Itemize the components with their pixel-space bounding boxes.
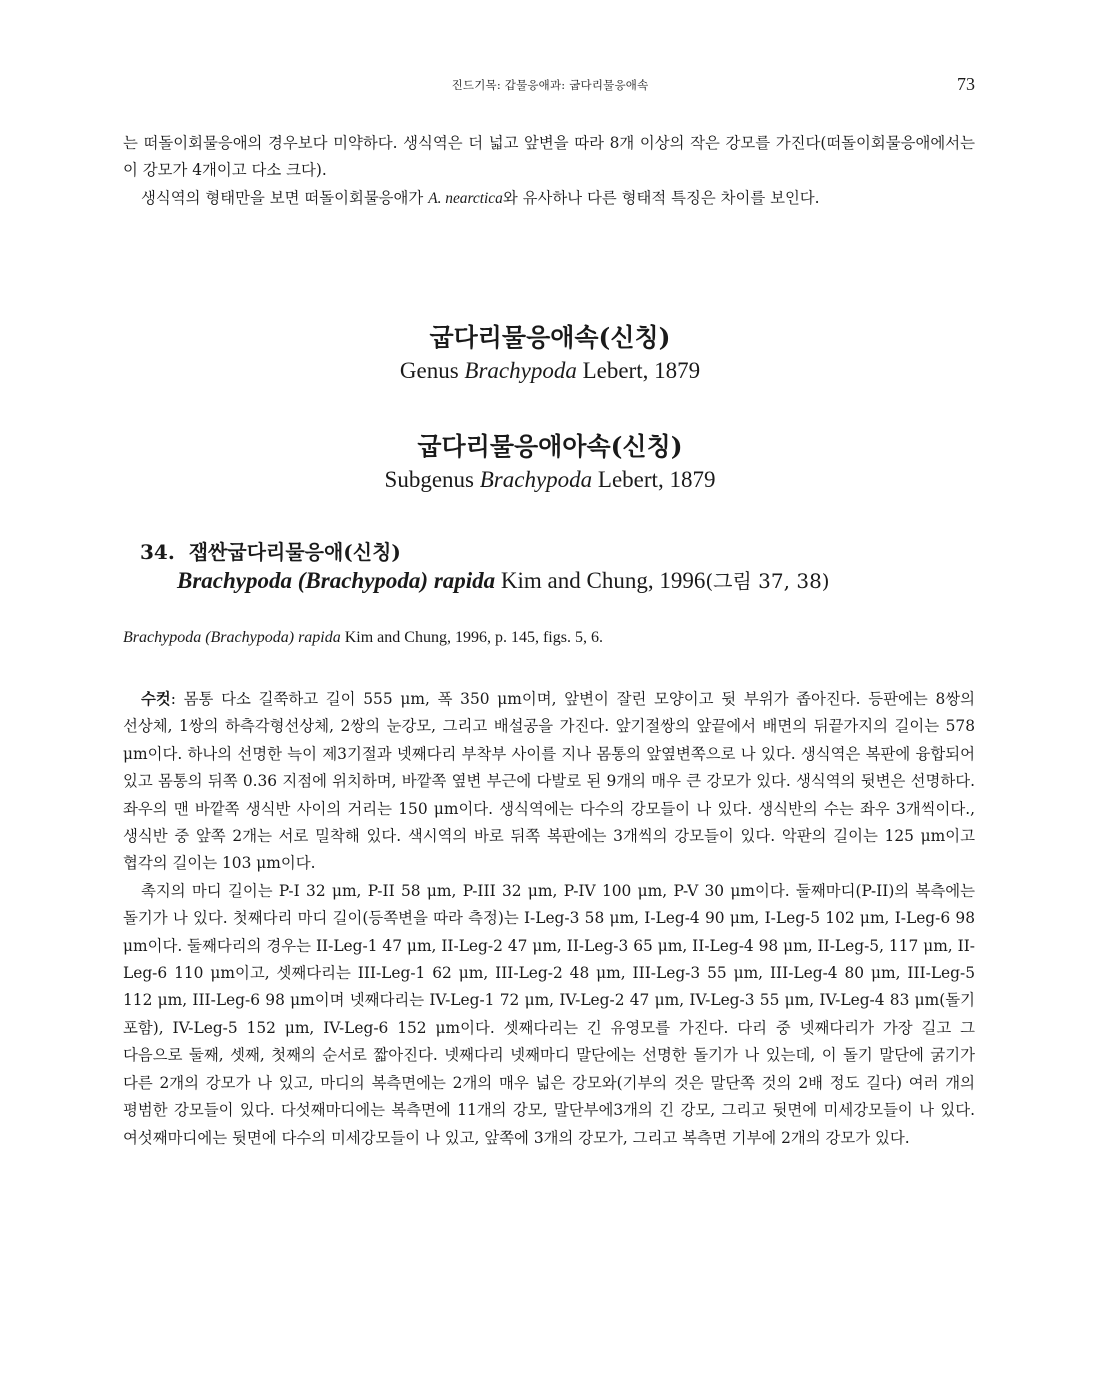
genus-name: Brachypoda [464,358,577,383]
species-reference: A. nearctica [428,189,503,207]
description-palp-legs: 촉지의 마디 길이는 P-I 32 μm, P-II 58 μm, P-III 32 μm, P-IV 100 μm, P-V 30 μm이다. 둘째마디(P-II)의 복측에는 돌기가 나 있다. 첫째다리 마디 길이(등쪽변을 따라 측정)는 I-Leg-3 58 μm, I-Leg-4 90 μm, I-Leg-5 102 μm, I-Leg-6 98 μm이다. 둘째다리의 경우는 II-Leg-1 47 μm, II-Leg-2 47 μm, II-Leg-3 65 μm, II-Leg-4 98 μm, II-Leg-5, 117 μm, II-Leg-6 110 μm이고, 셋째다리는 III-Leg-1 62 μm, III-Leg-2 48 μm, III-Leg-3 55 μm, III-Leg-4 80 μm, III-Leg-5 112 μm, III-Leg-6 98 μm이며 넷째다리는 IV-Leg-1 72 μm, IV-Leg-2 47 μm, IV-Leg-3 55 μm, IV-Leg-4 83 μm(돌기 포함), IV-Leg-5 152 μm, IV-Leg-6 152 μm이다. 셋째다리는 긴 유영모를 가진다. 다리 중 넷째다리가 가장 길고 그 다음으로 둘째, 셋째, 첫째의 순서로 짧아진다. 넷째다리 넷째마디 말단에는 선명한 돌기가 나 있는데, 이 돌기 말단에 굵기가 다른 2개의 강모가 나 있고, 마디의 복측면에는 2개의 매우 넓은 강모와(기부의 것은 말단쪽 것의 2배 정도 길다) 여러 개의 평범한 강모들이 있다. 다섯째마디에는 복측면에 11개의 강모, 말단부에3개의 긴 강모, 그리고 뒷면에 미세강모들이 나 있다. 여섯째마디에는 뒷면에 다수의 미세강모들이 나 있고, 앞쪽에 3개의 강모가, 그리고 복측면 기부에 2개의 강모가 있다. [123,881,975,1147]
intro-p2-end: 와 유사하나 다른 형태적 특징은 차이를 보인다. [502,188,820,207]
species-scientific-name [177,565,830,594]
species-subgenus: (Brachypoda) [297,568,429,593]
page-number: 73 [957,74,975,94]
intro-paragraph-2 [123,185,975,212]
subgenus-heading-korean: 굽다리물응애아속(신칭) [417,432,683,461]
intro-p2-start: 생식역의 형태만을 보면 떠돌이회물응애가 [141,188,429,207]
species-heading [140,536,401,565]
syn-citation: Kim and Chung, 1996, p. 145, figs. 5, 6. [340,629,603,646]
running-head: 진드기목: 갑물응애과: 굽다리물응애속 [451,78,649,92]
intro-text [123,130,975,212]
genus-author: Lebert, 1879 [576,358,701,383]
male-description-text: : 몸통 다소 길쭉하고 길이 555 μm, 폭 350 μm이며, 앞변이 잘린 모양이고 뒷 부위가 좁아진다. 등판에는 8쌍의 선상체, 1쌍의 하측각형선상체, 2쌍의 눈강모, 그리고 배설공을 가진다. 앞기절쌍의 앞끝에서 배면의 뒤끝가지의 길이는 578 μm이다. 하나의 선명한 늑이 제3기절과 넷째다리 부착부 사이를 지나 몸통의 앞옆변쪽으로 나 있다. 생식역은 복판에 융합되어 있고 몸통의 뒤쪽 0.36 지점에 위치하며, 바깥쪽 옆변 부근에 다발로 된 9개의 매우 큰 강모가 있다. 생식역의 뒷변은 선명하다. 좌우의 맨 바깥쪽 생식반 사이의 거리는 150 μm이다. 생식역에는 다수의 강모들이 나 있다. 생식반의 수는 좌우 3개씩이다., 생식반 중 앞쪽 2개는 서로 밀착해 있다. 색시역의 바로 뒤쪽 복판에는 3개씩의 강모들이 있다. 악판의 길이는 125 μm이고 협각의 길이는 103 μm이다. [123,690,975,873]
species-subgenus-wrap [298,568,428,593]
syn-epithet: rapida [298,629,341,646]
species-number: 34. [140,540,175,564]
syn-subgenus: (Brachypoda) [205,629,295,646]
subgenus-author: Lebert, 1879 [592,467,716,492]
species-figure-ref: (그림 37, 38) [705,569,830,593]
synonymy-citation [123,629,603,647]
description-male [123,686,975,878]
male-label: 수컷 [141,690,171,708]
intro-paragraph-1: 는 떠돌이회물응애의 경우보다 미약하다. 생식역은 더 넓고 앞변을 따라 8개 이상의 작은 강모를 가진다(떠돌이회물응애에서는 이 강모가 4개이고 다소 크다). [123,134,975,180]
subgenus-heading-latin [0,467,1100,493]
species-epithet: rapida [433,568,496,593]
genus-heading-korean: 굽다리물응애속(신칭) [429,323,671,352]
species-korean-name: 잽싼굽다리물응애(신칭) [188,540,401,564]
description [123,686,975,1152]
genus-prefix: Genus [399,358,465,383]
syn-genus: Brachypoda [123,629,202,646]
subgenus-name: Brachypoda [479,467,593,492]
species-author: Kim and Chung, 1996 [495,568,706,593]
genus-heading-latin [0,358,1100,384]
subgenus-prefix: Subgenus [384,467,480,492]
species-genus: Brachypoda [177,568,292,593]
